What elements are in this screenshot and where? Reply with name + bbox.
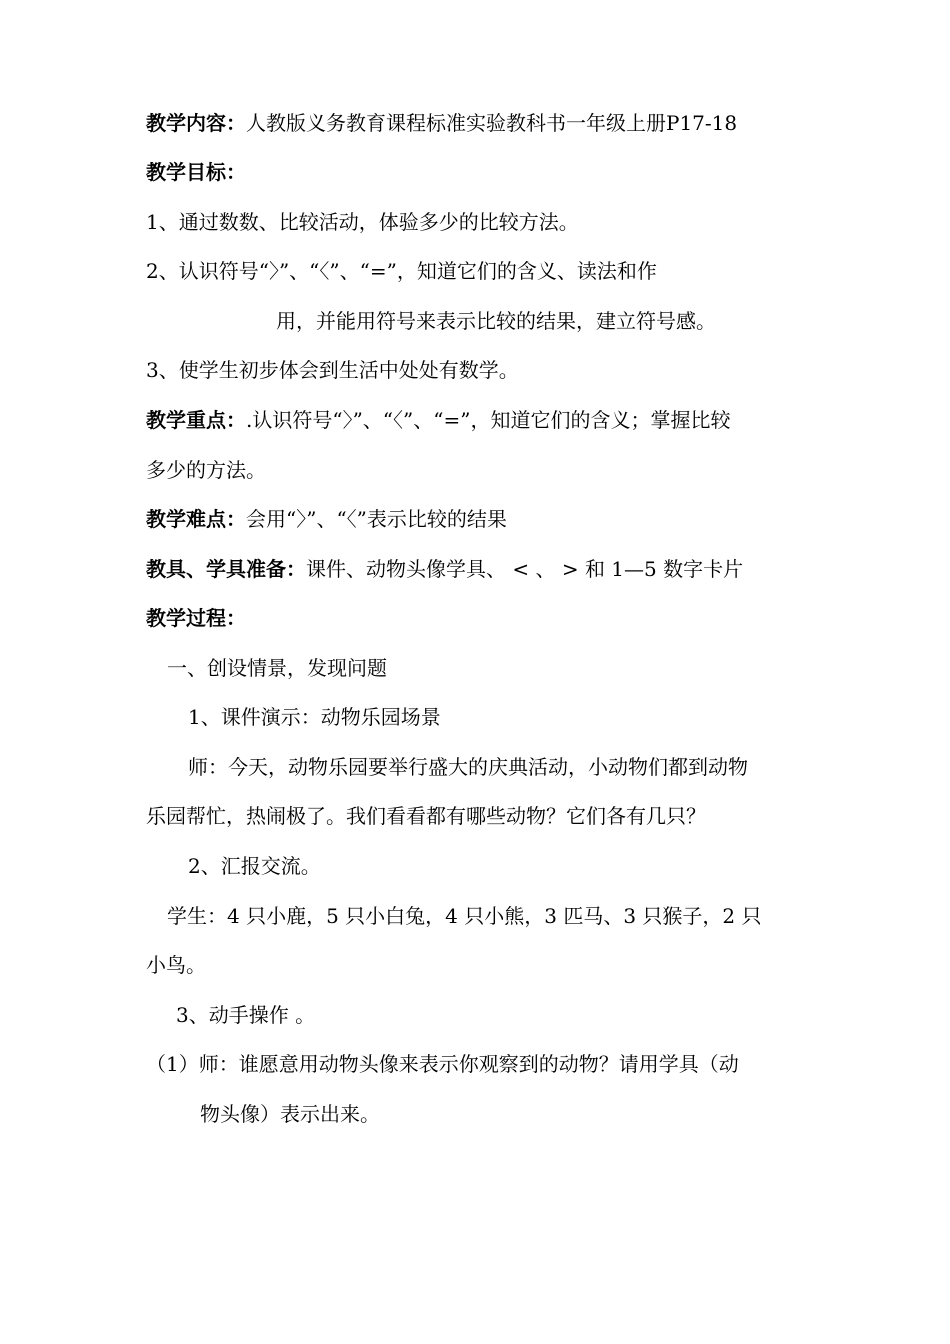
difficulties-line [146, 504, 507, 534]
difficulties-text: 会用“〉”、“〈”表示比较的结果 [246, 507, 507, 531]
materials-text: 课件、动物头像学具、 < 、 > 和 1—5 数字卡片 [306, 557, 744, 581]
process-heading: 教学过程： [146, 606, 246, 630]
materials-label: 教具、学具准备： [146, 557, 306, 581]
key-points-text: .认识符号“〉”、“〈”、“=”，知道它们的含义；掌握比较 [246, 408, 731, 432]
key-points-line-1 [146, 405, 730, 435]
process-step-3: 3、动手操作 。 [176, 1003, 316, 1027]
teacher-speech-line-1: 师：今天，动物乐园要举行盛大的庆典活动，小动物们都到动物 [188, 755, 748, 779]
sub-step-1-line-1: （1）师：谁愿意用动物头像来表示你观察到的动物？请用学具（动 [146, 1052, 739, 1076]
content-line [146, 108, 737, 138]
teacher-speech-line-2: 乐园帮忙，热闹极了。我们看看都有哪些动物？它们各有几只？ [146, 804, 706, 828]
student-answer-line-1: 学生：4 只小鹿，5 只小白兔，4 只小熊，3 匹马、3 只猴子，2 只 [167, 904, 762, 928]
process-section-1: 一、创设情景，发现问题 [167, 656, 387, 680]
difficulties-label: 教学难点： [146, 507, 246, 531]
student-answer-line-2: 小鸟。 [146, 953, 206, 977]
objective-item-2-line-2: 用，并能用符号来表示比较的结果，建立符号感。 [276, 309, 716, 333]
objectives-heading: 教学目标： [146, 160, 246, 184]
process-step-1: 1、课件演示：动物乐园场景 [188, 705, 441, 729]
key-points-line-2: 多少的方法。 [146, 458, 266, 482]
materials-line [146, 554, 743, 584]
objective-item-1: 1、通过数数、比较活动，体验多少的比较方法。 [146, 210, 579, 234]
content-label: 教学内容： [146, 111, 246, 135]
sub-step-1-line-2: 物头像）表示出来。 [200, 1102, 380, 1126]
objective-item-2-line-1: 2、认识符号“〉”、“〈”、“=”，知道它们的含义、读法和作 [146, 259, 657, 283]
key-points-label: 教学重点： [146, 408, 246, 432]
process-step-2: 2、汇报交流。 [188, 854, 321, 878]
content-text: 人教版义务教育课程标准实验教科书一年级上册P17-18 [246, 111, 738, 135]
objective-item-3: 3、使学生初步体会到生活中处处有数学。 [146, 358, 519, 382]
